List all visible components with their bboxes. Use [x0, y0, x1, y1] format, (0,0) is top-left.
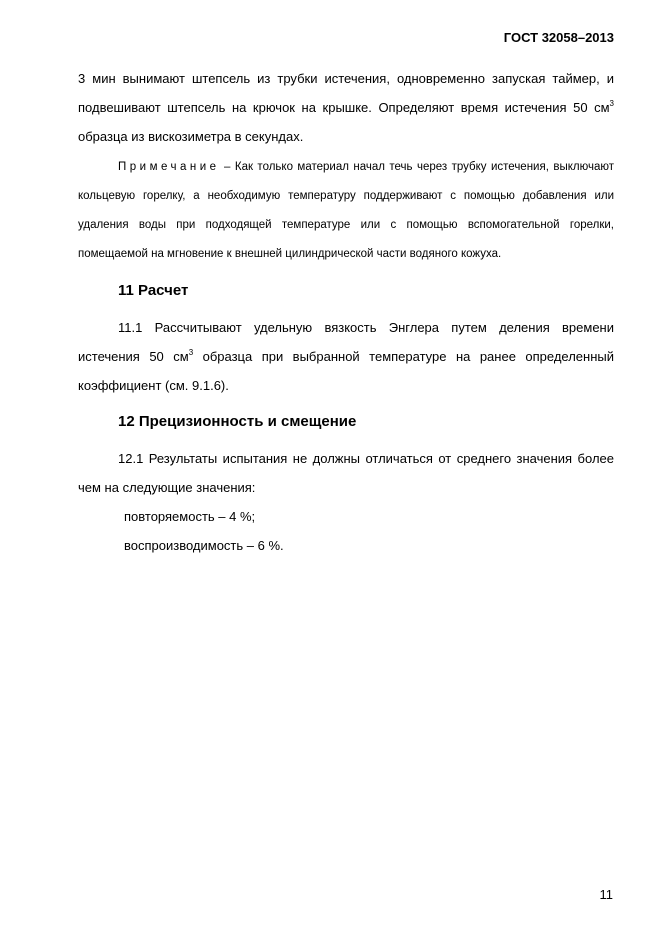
page-content [78, 64, 614, 560]
page-number: 11 [599, 887, 613, 902]
paragraph-11-1-text: 11.1 Рассчитывают удельную вязкость Энглера путем деления времени истечения 50 см [78, 320, 614, 364]
section-11-heading: 11 Расчет [118, 282, 189, 299]
note-paragraph [78, 153, 614, 269]
section-12-heading: 12 Прецизионность и смещение [118, 413, 357, 430]
superscript-cubic: 3 [609, 99, 614, 108]
list-item-reproducibility: воспроизводимость – 6 %. [124, 538, 284, 553]
paragraph-flow-time [78, 64, 614, 151]
superscript-cubic-2: 3 [188, 348, 194, 357]
paragraph-11-1 [78, 313, 614, 400]
note-label: Примечание [118, 161, 220, 173]
paragraph-12-1: 12.1 Результаты испытания не должны отличаться от среднего значения более чем на следующие значения: [78, 451, 614, 495]
list-item-repeatability: повторяемость – 4 %; [124, 509, 256, 524]
paragraph-flow-time-tail: образца из вискозиметра в секундах. [78, 129, 304, 144]
paragraph-flow-time-text: 3 мин вынимают штепсель из трубки истечения, одновременно запуская таймер, и подвешивают штепсель на крючок на крышке. Определяют время истечения 50 см [78, 71, 614, 115]
paragraph-11-1-tail: образца при выбранной температуре на ранее определенный коэффициент (см. 9.1.6). [78, 349, 614, 393]
document-code: ГОСТ 32058–2013 [503, 30, 614, 45]
note-text: – Как только материал начал течь через трубку истечения, выключают кольцевую горелку, а необходимую температуру поддерживают с помощью добавления или удаления воды при подходящей температуре или с помощью вспомогательной горелки, помещаемой на мгновение к внешней цилиндрической части водяного кожуха. [78, 161, 614, 260]
